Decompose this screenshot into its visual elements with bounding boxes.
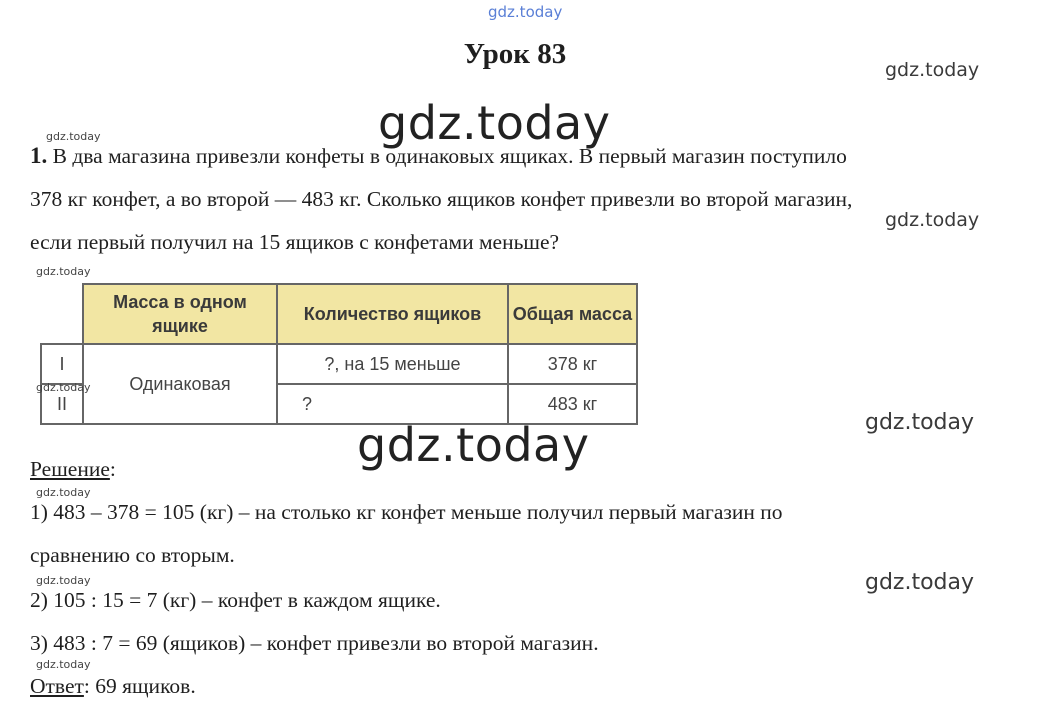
table-cell: Одинаковая	[83, 344, 277, 424]
solution-step-2: 2) 105 : 15 = 7 (кг) – конфет в каждом ящике.	[30, 588, 441, 612]
data-table	[40, 283, 638, 425]
task-text-1: В два магазина привезли конфеты в одинаковых ящиках. В первый магазин поступило	[47, 144, 847, 168]
table-cell: 483 кг	[508, 384, 637, 424]
task-line-2: 378 кг конфет, а во второй — 483 кг. Сколько ящиков конфет привезли во второй магазин,	[30, 187, 853, 211]
table-header: Общая масса	[508, 284, 637, 344]
watermark-small: gdz.today	[36, 381, 91, 394]
table-corner	[41, 284, 83, 344]
watermark: gdz.today	[885, 59, 980, 81]
task-line-1	[30, 143, 847, 169]
solution-heading-label: Решение	[30, 457, 110, 481]
watermark: gdz.today	[865, 410, 975, 435]
watermark-small: gdz.today	[36, 486, 91, 499]
lesson-title: Урок 83	[463, 38, 567, 70]
watermark-large: gdz.today	[357, 418, 590, 472]
watermark-large: gdz.today	[378, 96, 611, 150]
answer	[30, 674, 196, 699]
table-cell: 378 кг	[508, 344, 637, 384]
table-header: Количество ящиков	[277, 284, 508, 344]
watermark-small: gdz.today	[36, 658, 91, 671]
solution-step-1a: 1) 483 – 378 = 105 (кг) – на столько кг конфет меньше получил первый магазин по	[30, 500, 783, 524]
solution-heading-colon: :	[109, 457, 116, 481]
answer-label: Ответ	[30, 674, 84, 698]
table-row	[41, 344, 637, 384]
solution-step-1b: сравнению со вторым.	[30, 543, 235, 567]
row-label: II	[41, 384, 83, 424]
watermark-small: gdz.today	[36, 574, 91, 587]
table-header: Масса в одном ящике	[83, 284, 277, 344]
table-cell: ?, на 15 меньше	[277, 344, 508, 384]
solution-step-3: 3) 483 : 7 = 69 (ящиков) – конфет привезли во второй магазин.	[30, 631, 599, 655]
watermark: gdz.today	[885, 209, 980, 231]
table-header-row	[41, 284, 637, 344]
watermark-small: gdz.today	[36, 265, 91, 278]
table-cell: ?	[277, 384, 508, 424]
task-number: 1.	[30, 143, 48, 168]
row-label: I	[41, 344, 83, 384]
watermark-top: gdz.today	[488, 3, 563, 21]
task-line-3: если первый получил на 15 ящиков с конфетами меньше?	[30, 230, 560, 254]
watermark: gdz.today	[865, 570, 975, 595]
solution-heading	[30, 457, 116, 482]
answer-text: : 69 ящиков.	[83, 674, 196, 698]
watermark-small: gdz.today	[46, 130, 101, 143]
